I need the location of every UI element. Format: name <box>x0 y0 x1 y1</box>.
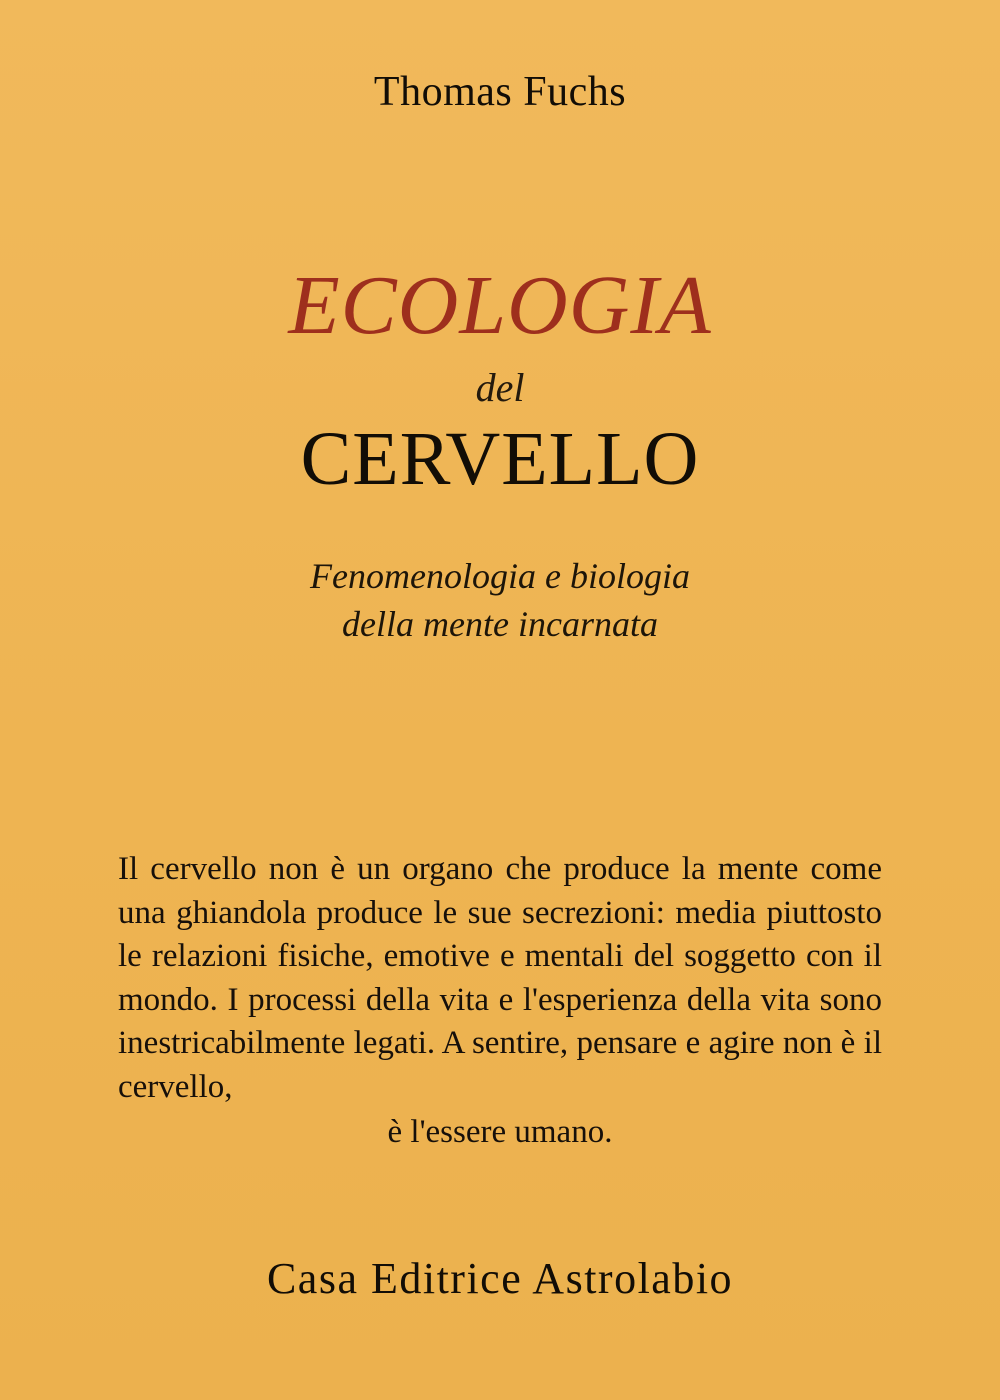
blurb-body: Il cervello non è un organo che produce la mente come una ghiandola produce le sue secrezioni: media piuttosto le relazioni fisiche, emotive e mentali del soggetto con il mondo. I processi della vita e l'esperienza della vita sono inestricabilmente legati. A sentire, pensare e agire non è il cervello, <box>118 851 882 1105</box>
title-main: ECOLOGIA <box>288 259 712 352</box>
publisher-name: Casa Editrice Astrolabio <box>266 1254 734 1303</box>
subtitle-line-1: Fenomenologia e biologia <box>310 555 690 596</box>
title-block <box>0 259 1000 501</box>
title-secondary: CERVELLO <box>300 416 700 501</box>
author-name: Thomas Fuchs <box>373 69 627 115</box>
blurb-text <box>118 848 882 1155</box>
subtitle <box>310 552 690 649</box>
title-connector: del <box>475 364 525 410</box>
subtitle-line-2: della mente incarnata <box>342 604 658 645</box>
blurb-last-line: è l'essere umano. <box>387 1114 613 1151</box>
